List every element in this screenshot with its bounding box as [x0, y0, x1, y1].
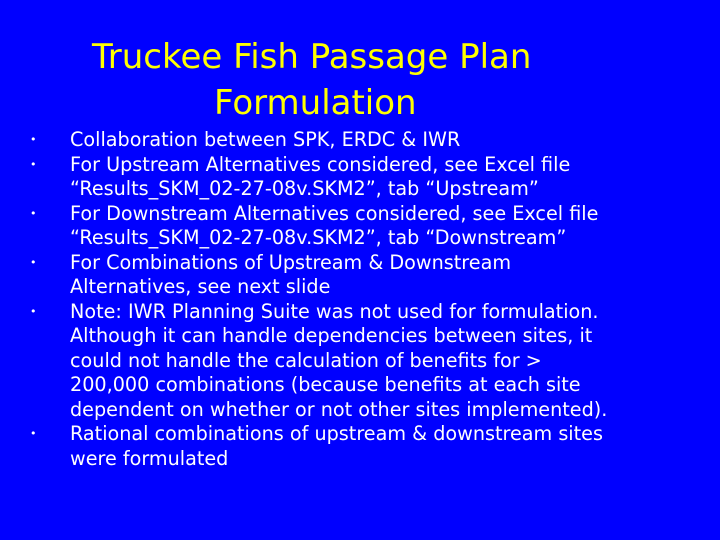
bullet-dot-icon: • — [30, 133, 37, 146]
bullet-dot-icon: • — [30, 427, 37, 440]
bullet-dot-icon: • — [30, 157, 37, 171]
bullet-text-line: dependent on whether or not other sites implemented). — [70, 397, 608, 421]
bullet-text-line: Note: IWR Planning Suite was not used for formulation. — [70, 299, 599, 323]
bullet-list — [0, 128, 720, 471]
slide-title-line-1: Truckee Fish Passage Plan — [92, 37, 532, 77]
bullet-text-line: could not handle the calculation of benefits for > — [70, 348, 542, 372]
bullet-item — [0, 128, 720, 153]
bullet-item — [0, 251, 720, 300]
bullet-item — [0, 422, 720, 471]
bullet-item — [0, 202, 720, 251]
slide-title — [92, 34, 572, 126]
bullet-text-line: “Results_SKM_02-27-08v.SKM2”, tab “Upstream” — [70, 177, 539, 200]
bullet-text-line: 200,000 combinations (because benefits at each site — [70, 373, 581, 396]
bullet-text-line: Alternatives, see next slide — [70, 275, 331, 298]
bullet-dot-icon: • — [30, 304, 37, 318]
bullet-text-line: “Results_SKM_02-27-08v.SKM2”, tab “Downstream” — [70, 226, 567, 249]
slide-title-line-2: Formulation — [214, 83, 417, 123]
bullet-item — [0, 153, 720, 202]
bullet-text-line: Rational combinations of upstream & downstream sites — [70, 422, 603, 445]
bullet-item — [0, 300, 720, 423]
bullet-text-line: For Downstream Alternatives considered, see Excel file — [70, 201, 599, 225]
bullet-text-line: Collaboration between SPK, ERDC & IWR — [70, 128, 461, 151]
bullet-text-line: For Upstream Alternatives considered, see Excel file — [70, 152, 571, 176]
bullet-text-line: For Combinations of Upstream & Downstream — [70, 250, 512, 274]
bullet-dot-icon: • — [30, 206, 37, 220]
bullet-text-line: Although it can handle dependencies between sites, it — [70, 324, 593, 347]
bullet-dot-icon: • — [30, 255, 37, 269]
bullet-text-line: were formulated — [70, 446, 229, 470]
